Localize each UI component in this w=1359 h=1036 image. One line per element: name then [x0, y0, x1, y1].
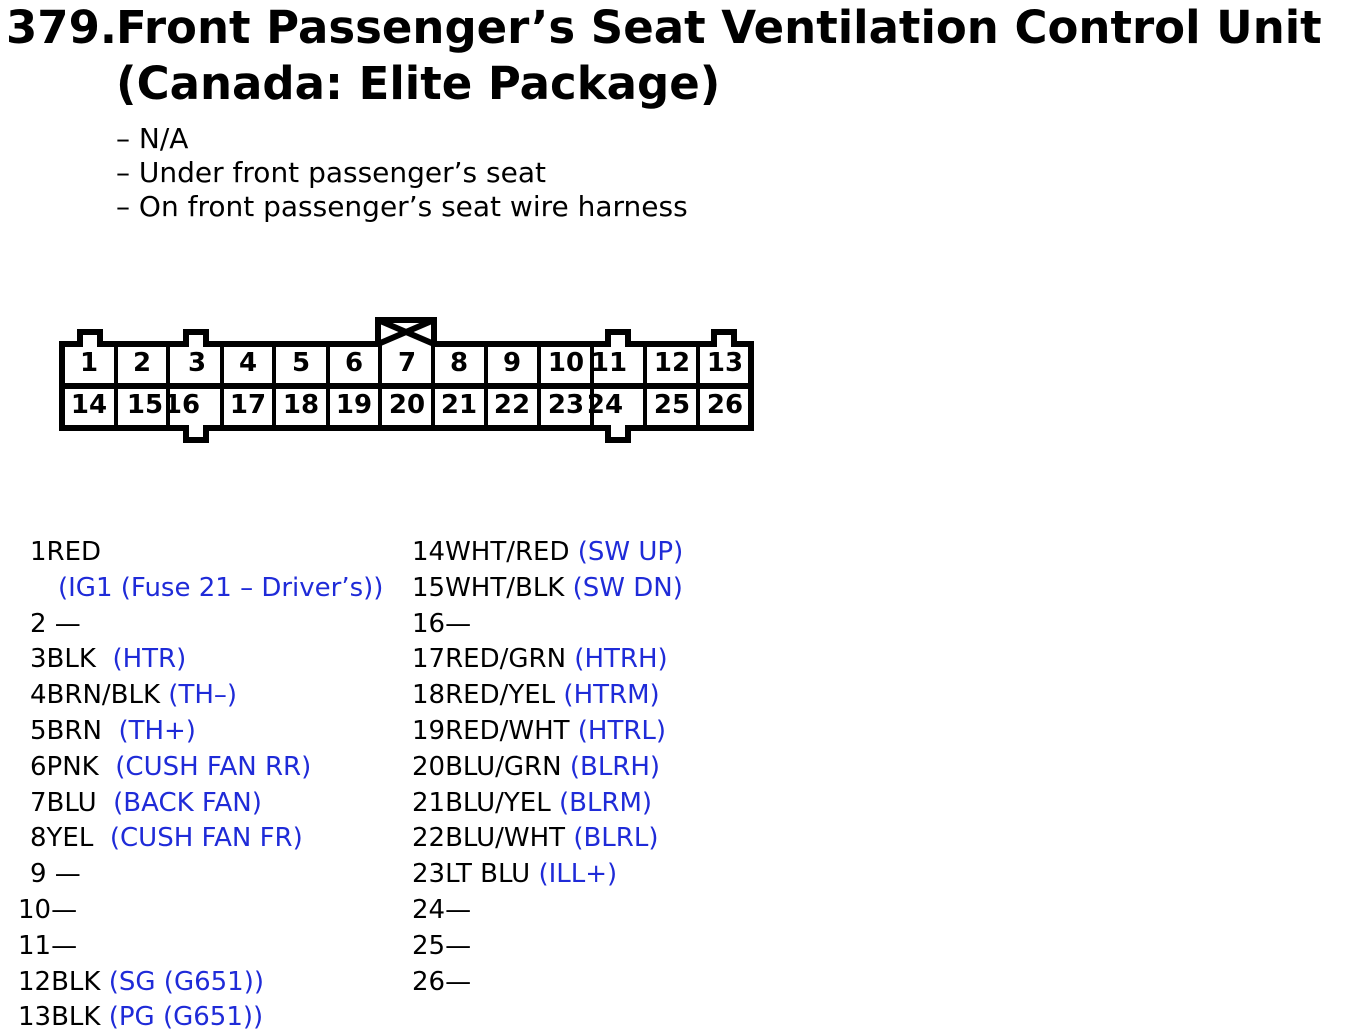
list-item — [412, 929, 683, 965]
location-line: – Under front passenger’s seat — [116, 156, 546, 189]
pin-signal: (SG (G651)) — [108, 966, 264, 997]
pin-wire: 20BLU/GRN — [412, 751, 562, 782]
pin-signal: (BLRL) — [573, 823, 659, 854]
pin-wire: 14WHT/RED — [412, 537, 570, 567]
pin-wire: 6PNK — [30, 751, 99, 782]
list-item — [30, 714, 383, 750]
pin-wire: 13BLK — [18, 1002, 101, 1033]
list-item — [412, 714, 683, 750]
list-item — [412, 965, 683, 1001]
pin-wire: 24— — [412, 894, 472, 925]
pin-cell: 2 — [132, 348, 152, 378]
pin-wire: 12BLK — [18, 966, 101, 997]
pin-wire: 23LT BLU — [412, 859, 531, 890]
pin-cell: 18 — [282, 390, 320, 420]
title-line-2: (Canada: Elite Package) — [116, 57, 721, 110]
pin-wire: 16— — [412, 608, 472, 639]
pin-list-left — [18, 535, 384, 1036]
pin-cell: 6 — [344, 348, 364, 378]
pin-cell: 5 — [291, 348, 311, 378]
pin-cell: 20 — [388, 390, 426, 420]
pin-wire: 7BLU — [30, 787, 97, 818]
list-item — [30, 786, 383, 822]
pin-signal: (TH–) — [168, 680, 238, 711]
pin-signal: (HTRH) — [574, 644, 668, 675]
pin-cell: 16 — [163, 390, 201, 420]
list-item — [30, 535, 383, 571]
pin-cell: 3 — [187, 348, 207, 378]
list-item — [412, 607, 683, 643]
pin-signal: (BLRM) — [558, 787, 653, 818]
pin-signal: (IG1 (Fuse 21 – Driver’s)) — [58, 572, 384, 603]
list-item — [412, 821, 683, 857]
page-title — [6, 0, 1322, 55]
pin-cell: 19 — [335, 390, 373, 420]
list-item — [30, 821, 383, 857]
pin-wire: 26— — [412, 966, 472, 997]
pin-signal: (BLRH) — [569, 751, 661, 782]
pin-signal: (ILL+) — [538, 859, 618, 890]
list-item — [30, 857, 383, 893]
pin-wire: 17RED/GRN — [412, 644, 567, 675]
list-item — [30, 678, 383, 714]
list-item — [18, 1000, 383, 1036]
list-item — [412, 857, 683, 893]
pin-cell: 17 — [229, 390, 267, 420]
pin-wire: 5BRN — [30, 715, 102, 746]
pin-cell: 9 — [502, 348, 522, 378]
pin-cell: 12 — [653, 348, 691, 378]
pin-wire: 19RED/WHT — [412, 715, 570, 746]
pin-signal: (CUSH FAN FR) — [109, 823, 303, 854]
pin-cell: 24 — [586, 390, 624, 420]
pin-signal: (HTRL) — [577, 715, 667, 746]
list-item — [18, 965, 383, 1001]
pin-wire: 11— — [18, 930, 78, 961]
list-item — [30, 642, 383, 678]
pin-list-right — [412, 535, 683, 1000]
list-item — [412, 786, 683, 822]
pin-cell: 11 — [590, 348, 628, 378]
list-item — [412, 571, 683, 607]
pin-wire: 3BLK — [30, 644, 96, 675]
pin-wire: 10— — [18, 894, 78, 925]
pin-cell: 4 — [238, 348, 258, 378]
list-item — [412, 642, 683, 678]
pin-signal: (CUSH FAN RR) — [115, 751, 312, 782]
pin-wire: 4BRN/BLK — [30, 680, 161, 711]
pin-cell: 25 — [653, 390, 691, 420]
list-item — [30, 607, 383, 643]
pin-wire: 22BLU/WHT — [412, 823, 566, 854]
pin-wire: 9 — — [30, 859, 81, 890]
item-number: 379. — [6, 1, 118, 54]
pin-signal: (PG (G651)) — [108, 1002, 264, 1033]
pin-signal: (HTRM) — [563, 680, 660, 711]
list-item — [18, 893, 383, 929]
title-line-1: Front Passenger’s Seat Ventilation Control Unit — [116, 1, 1322, 54]
pin-cell: 8 — [449, 348, 469, 378]
pin-cell: 22 — [493, 390, 531, 420]
pin-signal: (BACK FAN) — [113, 787, 262, 818]
list-item — [30, 750, 383, 786]
pin-cell: 7 — [397, 348, 417, 378]
pin-cell: 13 — [706, 348, 744, 378]
location-list — [116, 122, 688, 224]
pin-cell: 10 — [547, 348, 585, 378]
pin-signal: (TH+) — [118, 715, 196, 746]
pin-wire: 2 — — [30, 608, 81, 639]
pin-cell: 23 — [547, 390, 585, 420]
pin-wire: 18RED/YEL — [412, 680, 556, 711]
pin-wire: 15WHT/BLK — [412, 572, 565, 603]
pin-cell: 15 — [126, 390, 164, 420]
pin-cell: 21 — [440, 390, 478, 420]
pin-wire: 21BLU/YEL — [412, 787, 551, 818]
list-item — [412, 893, 683, 929]
pin-cell: 14 — [70, 390, 108, 420]
pin-signal: (SW DN) — [572, 572, 683, 603]
connector-outline — [0, 300, 760, 450]
list-item — [30, 571, 383, 607]
list-item — [412, 535, 683, 571]
pin-wire: 25— — [412, 930, 472, 961]
pin-signal: (HTR) — [112, 644, 187, 675]
location-line: – On front passenger’s seat wire harness — [116, 190, 688, 223]
pin-signal: (SW UP) — [577, 537, 684, 567]
list-item — [412, 750, 683, 786]
pin-cell: 1 — [79, 348, 99, 378]
pin-wire: 8YEL — [30, 823, 94, 854]
pin-cell: 26 — [706, 390, 744, 420]
pin-wire: 1RED — [30, 537, 102, 567]
list-item — [412, 678, 683, 714]
list-item — [18, 929, 383, 965]
location-line: – N/A — [116, 122, 189, 155]
